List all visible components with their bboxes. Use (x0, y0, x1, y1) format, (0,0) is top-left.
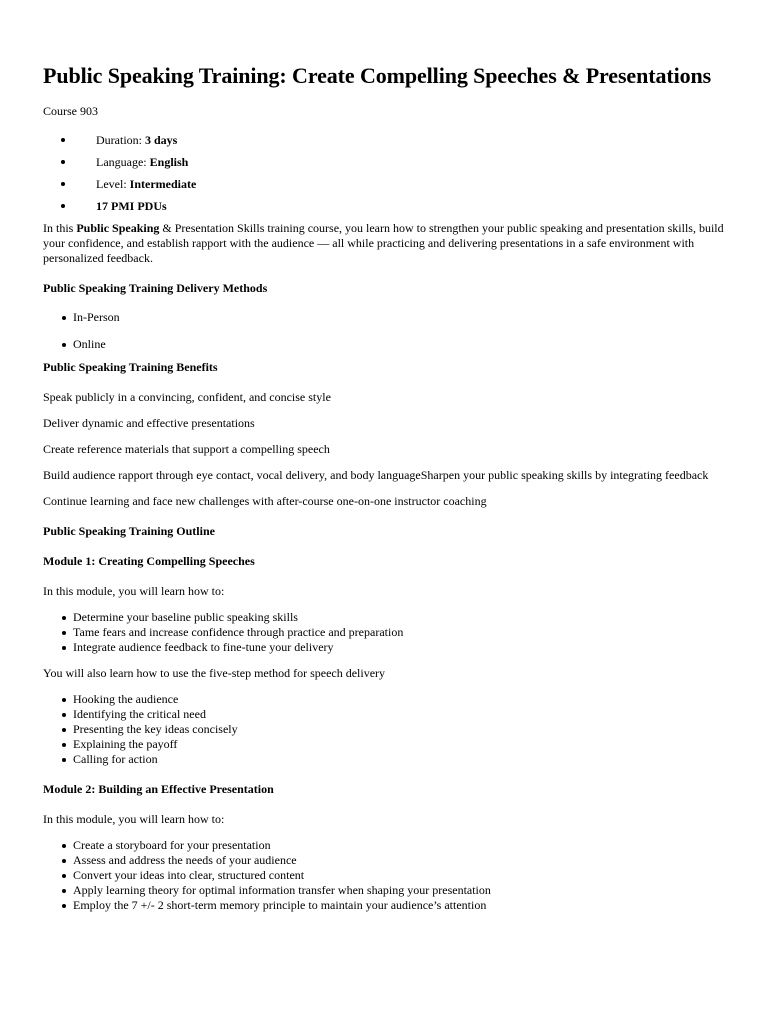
module1-lead: In this module, you will learn how to: (43, 584, 225, 598)
list-item: Create a storyboard for your presentation (43, 838, 733, 853)
document-content (43, 63, 733, 913)
outline-heading: Public Speaking Training Outline (43, 524, 215, 538)
level-label: Level: (96, 177, 130, 191)
course-number: Course 903 (43, 104, 98, 118)
benefit-item: Create reference materials that support a compelling speech (43, 442, 330, 456)
benefit-item: Build audience rapport through eye contact, vocal delivery, and body languageSharpen your public speaking skills by integrating feedback (43, 468, 709, 482)
list-item: Assess and address the needs of your audience (43, 853, 733, 868)
list-item: Integrate audience feedback to fine-tune your delivery (43, 640, 733, 655)
module2-list (43, 838, 733, 913)
meta-language (43, 154, 733, 176)
level-value: Intermediate (129, 177, 197, 191)
list-item: Apply learning theory for optimal information transfer when shaping your presentation (43, 883, 733, 898)
list-item: Tame fears and increase confidence through practice and preparation (43, 625, 733, 640)
list-item: Employ the 7 +/- 2 short-term memory principle to maintain your audience’s attention (43, 898, 733, 913)
benefit-item: Continue learning and face new challenges with after-course one-on-one instructor coaching (43, 494, 487, 508)
delivery-list (43, 310, 733, 364)
list-item: In-Person (43, 310, 733, 337)
intro-bold: Public Speaking (76, 221, 160, 235)
intro-paragraph (43, 221, 733, 266)
delivery-heading: Public Speaking Training Delivery Methods (43, 281, 268, 295)
duration-label: Duration: (96, 133, 145, 147)
benefit-item: Speak publicly in a convincing, confident, and concise style (43, 390, 331, 404)
list-item: Convert your ideas into clear, structured content (43, 868, 733, 883)
language-value: English (149, 155, 189, 169)
module2-lead: In this module, you will learn how to: (43, 812, 225, 826)
meta-duration (43, 132, 733, 154)
list-item: Determine your baseline public speaking skills (43, 610, 733, 625)
list-item: Online (43, 337, 733, 364)
list-item: Presenting the key ideas concisely (43, 722, 733, 737)
list-item: Calling for action (43, 752, 733, 767)
module1-lead2: You will also learn how to use the five-step method for speech delivery (43, 666, 386, 680)
duration-value: 3 days (145, 133, 178, 147)
page-title: Public Speaking Training: Create Compelling Speeches & Presentations (43, 63, 712, 88)
benefit-item: Deliver dynamic and effective presentations (43, 416, 255, 430)
pdus-value: 17 PMI PDUs (96, 199, 167, 213)
list-item: Identifying the critical need (43, 707, 733, 722)
module1-steps-list (43, 692, 733, 767)
module1-heading: Module 1: Creating Compelling Speeches (43, 554, 255, 568)
list-item: Explaining the payoff (43, 737, 733, 752)
list-item: Hooking the audience (43, 692, 733, 707)
benefits-heading: Public Speaking Training Benefits (43, 360, 218, 374)
module1-list (43, 610, 733, 655)
meta-level (43, 176, 733, 198)
meta-pdus (43, 198, 733, 220)
course-meta-list (43, 132, 733, 220)
intro-rest: & Presentation Skills training course, you learn how to strengthen your public speaking and presentation skills, build your confidence, and establish rapport with the audience — all while practicing and delivering presentations in a safe environment with personalized feedback. (43, 221, 724, 265)
module2-heading: Module 2: Building an Effective Presentation (43, 782, 274, 796)
language-label: Language: (96, 155, 150, 169)
intro-prefix: In this (43, 221, 77, 235)
